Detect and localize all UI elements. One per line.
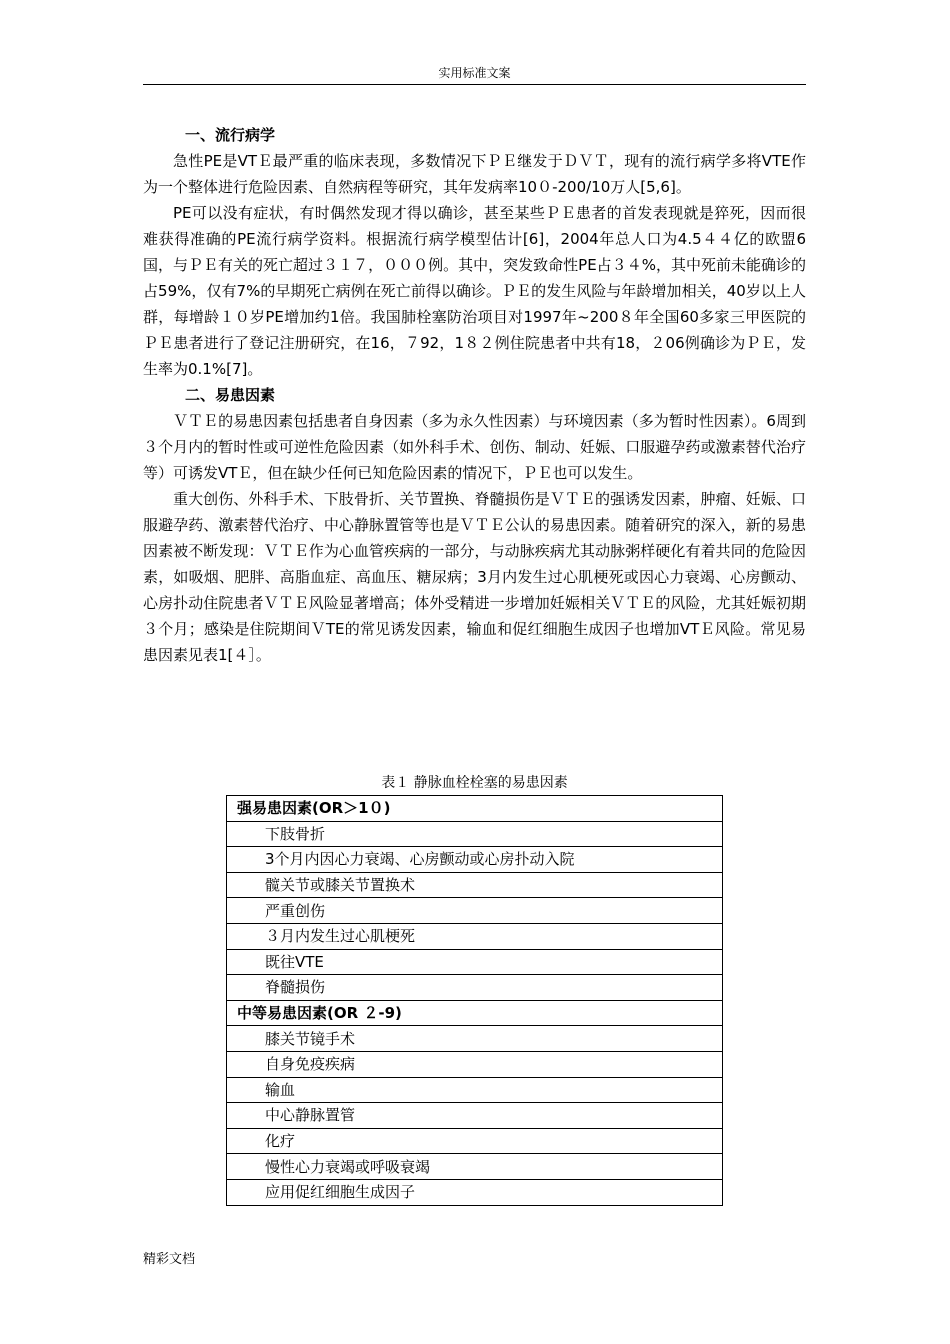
- table-row: [227, 1103, 723, 1129]
- table-row: [227, 1000, 723, 1026]
- table-row: [227, 898, 723, 924]
- paragraph: ＶＴＥ的易患因素包括患者自身因素（多为永久性因素）与环境因素（多为暂时性因素）。6周到３个月内的暂时性或可逆性危险因素（如外科手术、创伤、制动、妊娠、口服避孕药或激素替代治疗等）可诱发VTＥ，但在缺少任何已知危险因素的情况下，ＰＥ也可以发生。: [143, 412, 806, 482]
- document-body: [143, 122, 806, 668]
- table-row: [227, 1128, 723, 1154]
- section-heading: 一、流行病学: [185, 126, 276, 144]
- table-group-header: 强易患因素(OR＞1０): [227, 796, 723, 822]
- table-cell: 应用促红细胞生成因子: [227, 1179, 723, 1205]
- page-header: [143, 64, 806, 85]
- section-epidemiology: [143, 122, 806, 382]
- page-footer: 精彩文档: [143, 1252, 196, 1267]
- table-row: [227, 1026, 723, 1052]
- table-row: [227, 1154, 723, 1180]
- header-title: 实用标准文案: [438, 66, 511, 80]
- paragraph: PE可以没有症状，有时偶然发现才得以确诊，甚至某些ＰＥ患者的首发表现就是猝死，因而很难获得准确的PE流行病学资料。根据流行病学模型估计[6]，2004年总人口为4.5４４亿的欧盟6国，与ＰＥ有关的死亡超过３１７，０００例。其中，突发致命性PE占３４%，其中死前未能确诊的占59%，仅有7%的早期死亡病例在死亡前得以确诊。ＰＥ的发生风险与年龄增加相关，40岁以上人群，每增龄１０岁PE增加约1倍。我国肺栓塞防治项目对1997年~200８年全国60多家三甲医院的ＰＥ患者进行了登记注册研究，在16，７92，1８２例住院患者中共有18，２06例确诊为ＰＥ，发生率为0.1%[7]。: [143, 204, 806, 378]
- table-cell: 既往VTE: [227, 949, 723, 975]
- table-cell: 3个月内因心力衰竭、心房颤动或心房扑动入院: [227, 847, 723, 873]
- table-row: [227, 872, 723, 898]
- table-row: [227, 1051, 723, 1077]
- table-cell: 髋关节或膝关节置换术: [227, 872, 723, 898]
- paragraph: 急性PE是VTＥ最严重的临床表现，多数情况下ＰＥ继发于ＤＶＴ，现有的流行病学多将VTE作为一个整体进行危险因素、自然病程等研究，其年发病率10０-200/10万人[5,6]。: [143, 152, 806, 196]
- table-row: [227, 923, 723, 949]
- table-group-header: 中等易患因素(OR ２-9): [227, 1000, 723, 1026]
- risk-factor-table: [226, 795, 723, 1206]
- section-risk-factors: [143, 382, 806, 668]
- table-cell: 化疗: [227, 1128, 723, 1154]
- table-cell: 慢性心力衰竭或呼吸衰竭: [227, 1154, 723, 1180]
- table-row: [227, 1179, 723, 1205]
- table-caption: 表１ 静脉血栓栓塞的易患因素: [381, 775, 568, 791]
- table-row: [227, 796, 723, 822]
- table-row: [227, 949, 723, 975]
- table-cell: 脊髓损伤: [227, 975, 723, 1001]
- table-row: [227, 975, 723, 1001]
- table-cell: 下肢骨折: [227, 821, 723, 847]
- table-row: [227, 847, 723, 873]
- table-cell: 中心静脉置管: [227, 1103, 723, 1129]
- table-row: [227, 821, 723, 847]
- table-cell: 严重创伤: [227, 898, 723, 924]
- table-row: [227, 1077, 723, 1103]
- table-cell: ３月内发生过心肌梗死: [227, 923, 723, 949]
- table-cell: 自身免疫疾病: [227, 1051, 723, 1077]
- table-cell: 输血: [227, 1077, 723, 1103]
- paragraph: 重大创伤、外科手术、下肢骨折、关节置换、脊髓损伤是ＶＴＥ的强诱发因素，肿瘤、妊娠、口服避孕药、激素替代治疗、中心静脉置管等也是ＶＴＥ公认的易患因素。随着研究的深入，新的易患因素被不断发现：ＶＴＥ作为心血管疾病的一部分，与动脉疾病尤其动脉粥样硬化有着共同的危险因素，如吸烟、肥胖、高脂血症、高血压、糖尿病；3月内发生过心肌梗死或因心力衰竭、心房颤动、心房扑动住院患者ＶＴＥ风险显著增高；体外受精进一步增加妊娠相关ＶＴＥ的风险，尤其妊娠初期３个月；感染是住院期间ＶTE的常见诱发因素，输血和促红细胞生成因子也增加VTＥ风险。常见易患因素见表1[４］。: [143, 490, 806, 664]
- section-heading: 二、易患因素: [185, 386, 276, 404]
- table-cell: 膝关节镜手术: [227, 1026, 723, 1052]
